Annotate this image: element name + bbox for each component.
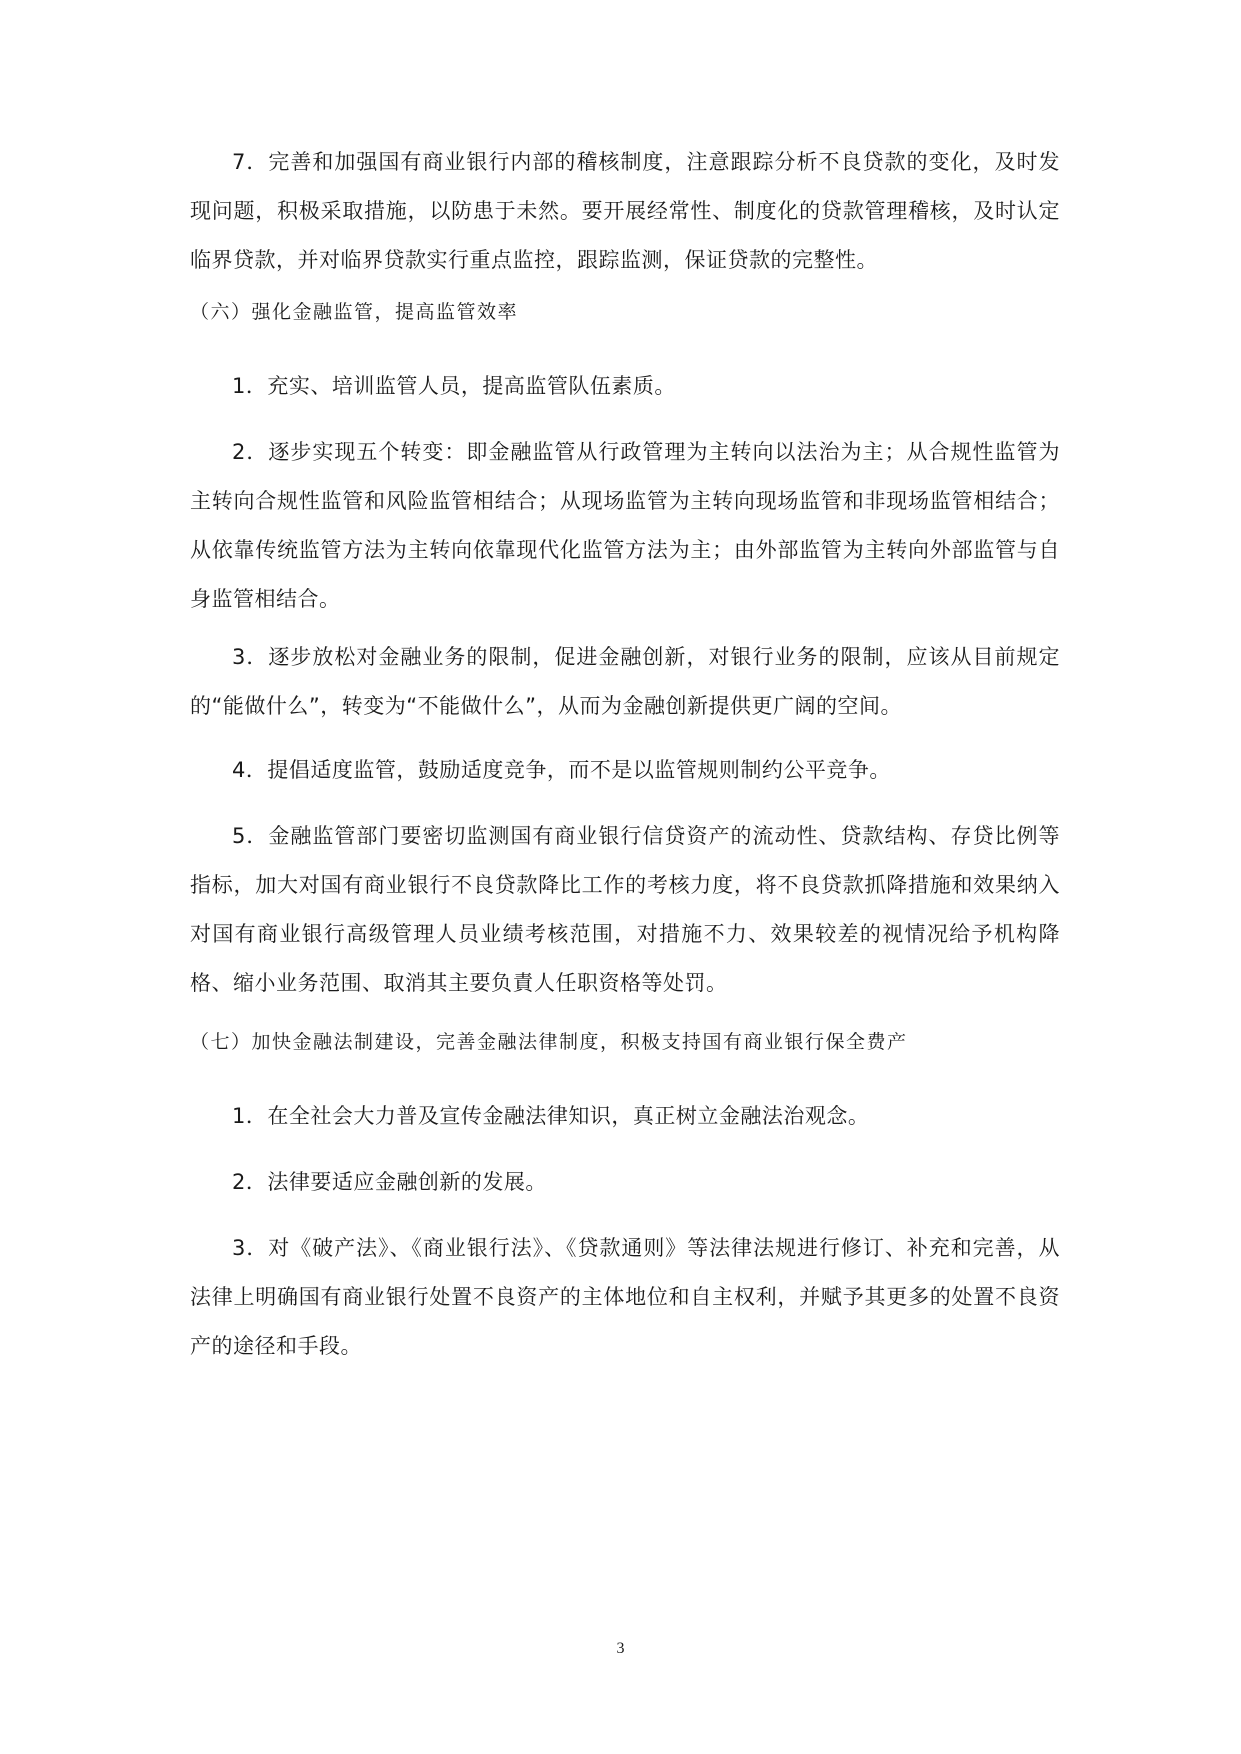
paragraph-item-1: 1．充实、培训监管人员，提高监管队伍素质。 [232, 374, 676, 398]
paragraph-item-5: 5．金融监管部门要密切监测国有商业银行信贷资产的流动性、贷款结构、存贷比例等指标，加大对国有商业银行不良贷款降比工作的考核力度，将不良贷款抓降措施和效果纳入对国有商业银行高级管理人员业绩考核范围，对措施不力、效果较差的视情况给予机构降格、缩小业务范围、取消其主要负責人任职资格等处罚。 [190, 824, 1060, 995]
paragraph-item-3b: 3．对《破产法》、《商业银行法》、《贷款通则》等法律法规进行修订、补充和完善，从法律上明确国有商业银行处置不良资产的主体地位和自主权利，并赋予其更多的处置不良资产的途径和手段。 [190, 1236, 1060, 1358]
paragraph-item-4: 4．提倡适度监管，鼓励适度竞争，而不是以监管规则制约公平竞争。 [232, 758, 891, 782]
paragraph-item-2: 2．逐步实现五个转变：即金融监管从行政管理为主转向以法治为主；从合规性监管为主转向合规性监管和风险监管相结合；从现场监管为主转向现场监管和非现场监管相结合；从依靠传统监管方法为主转向依靠现代化监管方法为主；由外部监管为主转向外部监管与自身监管相结合。 [190, 440, 1060, 611]
paragraph-item-7: 7．完善和加强国有商业银行内部的稽核制度，注意跟踪分析不良贷款的变化，及时发现问题，积极采取措施，以防患于未然。要开展经常性、制度化的贷款管理稽核，及时认定临界贷款，并对临界贷款实行重点监控，跟踪监测，保证贷款的完整性。 [190, 150, 1060, 272]
page-number: 3 [616, 1640, 625, 1657]
section-heading-6: （六）强化金融监管，提高监管效率 [190, 301, 519, 323]
paragraph-item-3: 3．逐步放松对金融业务的限制，促进金融创新，对银行业务的限制，应该从目前规定的“能做什么”，转变为“不能做什么”，从而为金融创新提供更广阔的空间。 [190, 645, 1060, 718]
paragraph-item-2b: 2．法律要适应金融创新的发展。 [232, 1170, 547, 1194]
paragraph-item-1b: 1．在全社会大力普及宣传金融法律知识，真正树立金融法治观念。 [232, 1104, 870, 1128]
section-heading-7: （七）加快金融法制建设，完善金融法律制度，积极支持国有商业银行保全费产 [190, 1031, 908, 1053]
